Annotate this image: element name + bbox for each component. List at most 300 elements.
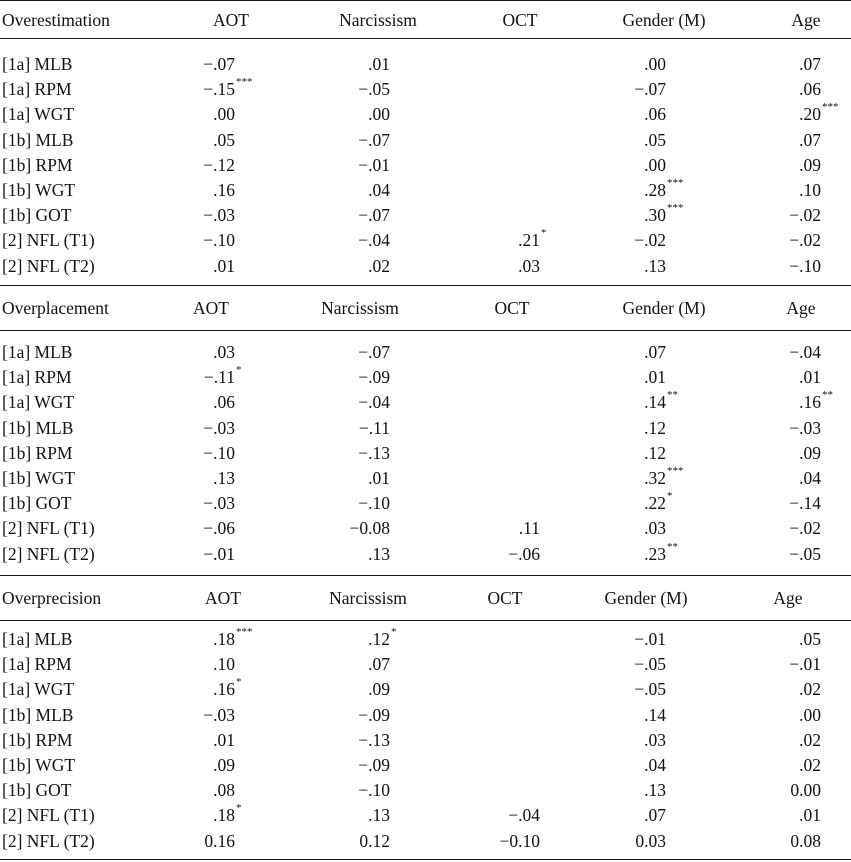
table-cell (508, 803, 540, 828)
cell-value: −.10 (789, 255, 821, 276)
row-label: [2] NFL (T2) (2, 255, 95, 276)
row-label: [1b] WGT (2, 180, 76, 200)
cell-value: −.03 (203, 493, 235, 514)
cell-value: .07 (799, 129, 821, 150)
table-cell (213, 102, 235, 127)
table-cell (789, 203, 821, 228)
significance-marker: * (541, 227, 547, 240)
table-row (0, 254, 851, 279)
table-cell (644, 102, 666, 127)
table-cell (213, 466, 235, 491)
significance-marker: * (667, 490, 673, 503)
table-row (0, 52, 851, 77)
table-cell (358, 778, 390, 803)
header-bottom-rule (0, 620, 851, 621)
section-header-row (0, 586, 851, 611)
table-cell (799, 441, 821, 466)
section-top-rule (0, 285, 851, 286)
row-label: [1b] GOT (2, 780, 72, 801)
cell-value: .05 (644, 129, 666, 150)
table-cell (644, 728, 666, 753)
table-cell (799, 178, 821, 203)
table-cell (213, 626, 253, 652)
cell-value: −0.08 (349, 518, 390, 539)
table-cell (213, 676, 242, 702)
row-label: [1b] WGT (2, 755, 76, 775)
table-cell (508, 542, 540, 567)
table-cell (789, 516, 821, 541)
cell-value: 0.08 (790, 830, 821, 851)
cell-value: .09 (213, 755, 235, 775)
row-label: [1b] MLB (2, 704, 74, 725)
table-cell (799, 728, 821, 753)
cell-value: −.11 (358, 417, 390, 438)
table-cell (358, 203, 390, 228)
table-cell (358, 703, 390, 728)
table-cell (359, 829, 390, 854)
table-cell (644, 128, 666, 153)
cell-value: .05 (799, 629, 821, 649)
table-cell (213, 254, 235, 279)
table-cell (368, 803, 390, 828)
cell-value: .01 (368, 468, 390, 488)
table-cell (789, 542, 821, 567)
column-header: Narcissism (321, 298, 399, 318)
row-label: [1a] RPM (2, 79, 72, 100)
table-row (0, 441, 851, 466)
row-label: [1b] RPM (2, 442, 73, 463)
table-cell (644, 490, 673, 516)
cell-value: .21 (518, 230, 540, 251)
cell-value: .18 (213, 629, 235, 649)
column-header: Gender (M) (622, 298, 706, 318)
table-row (0, 753, 851, 778)
cell-value: .14 (644, 392, 666, 413)
table-row (0, 416, 851, 441)
cell-value: −.04 (358, 392, 390, 413)
cell-value: −0.10 (499, 830, 540, 851)
table-cell (634, 228, 666, 253)
cell-value: .03 (644, 518, 666, 539)
table-cell (789, 652, 821, 677)
table-cell (519, 516, 540, 541)
cell-value: −.10 (203, 442, 235, 463)
table-cell (203, 76, 253, 102)
cell-value: .07 (644, 342, 666, 362)
cell-value: .02 (799, 729, 821, 750)
column-header: OCT (487, 588, 523, 608)
table-cell (644, 340, 666, 365)
cell-value: .02 (799, 755, 821, 775)
table-cell (358, 228, 390, 253)
table-cell (634, 627, 666, 652)
section-top-rule (0, 575, 851, 576)
table-row (0, 365, 851, 390)
cell-value: −.10 (358, 780, 390, 801)
table-cell (644, 540, 678, 567)
table-cell (213, 778, 235, 803)
table-cell (358, 77, 390, 102)
cell-value: .14 (644, 704, 666, 725)
cell-value: −.02 (789, 230, 821, 251)
cell-value: .28 (644, 180, 666, 200)
table-cell (368, 254, 390, 279)
table-cell (204, 829, 235, 854)
cell-value: −.03 (789, 417, 821, 438)
table-cell (644, 778, 666, 803)
table-cell (213, 128, 235, 153)
significance-marker: * (236, 364, 242, 377)
cell-value: .11 (518, 518, 540, 539)
cell-value: −.12 (203, 154, 235, 175)
table-row (0, 516, 851, 541)
cell-value: .00 (368, 104, 390, 125)
cell-value: −.05 (789, 543, 821, 564)
table-cell (789, 254, 821, 279)
table-cell (644, 177, 684, 203)
cell-value: −.07 (358, 129, 390, 150)
cell-value: −.15 (203, 79, 235, 100)
cell-value: −.01 (789, 654, 821, 675)
table-cell (789, 340, 821, 365)
table-cell (644, 516, 666, 541)
row-label: [1a] RPM (2, 654, 72, 675)
table-row (0, 390, 851, 415)
cell-value: 0.16 (204, 830, 235, 851)
cell-value: .30 (644, 205, 666, 226)
cell-value: −.03 (203, 417, 235, 438)
table-cell (518, 254, 540, 279)
table-cell (368, 178, 390, 203)
cell-value: −.01 (358, 154, 390, 175)
cell-value: −.04 (508, 805, 540, 826)
cell-value: .02 (799, 679, 821, 700)
table-cell (644, 365, 666, 390)
table-cell (213, 340, 235, 365)
cell-value: .23 (644, 543, 666, 564)
cell-value: .04 (799, 468, 821, 488)
row-label: [1a] WGT (2, 679, 75, 700)
table-cell (213, 753, 235, 778)
cell-value: −.02 (634, 230, 666, 251)
significance-marker: ** (667, 389, 678, 402)
table-cell (350, 516, 391, 541)
table-cell (359, 416, 390, 441)
table-cell (799, 153, 821, 178)
table-cell (799, 389, 833, 415)
cell-value: .01 (799, 367, 821, 388)
cell-value: −.03 (203, 205, 235, 226)
cell-value: .03 (518, 255, 540, 276)
row-label: [2] NFL (T1) (2, 805, 95, 826)
table-cell (213, 390, 235, 415)
significance-marker: ** (667, 540, 678, 553)
significance-marker: * (236, 802, 242, 815)
significance-marker: *** (667, 177, 684, 189)
table-cell (644, 703, 666, 728)
table-cell (644, 389, 678, 415)
cell-value: −.01 (634, 629, 666, 649)
cell-value: .09 (799, 442, 821, 463)
cell-value: −.10 (203, 230, 235, 251)
table-cell (358, 153, 390, 178)
table-cell (634, 77, 666, 102)
table-row (0, 491, 851, 516)
table-cell (358, 390, 390, 415)
column-header: AOT (193, 298, 229, 318)
table-cell (213, 178, 235, 203)
cell-value: .03 (644, 729, 666, 750)
table-cell (644, 254, 666, 279)
cell-value: .09 (368, 679, 390, 700)
row-label: [1b] RPM (2, 154, 73, 175)
table-cell (799, 365, 821, 390)
table-row (0, 627, 851, 652)
table-row (0, 102, 851, 127)
table-cell (789, 416, 821, 441)
row-label: [1a] WGT (2, 392, 75, 413)
cell-value: .06 (644, 104, 666, 125)
column-header: Narcissism (329, 588, 407, 608)
table-cell (644, 416, 666, 441)
cell-value: −.11 (203, 367, 235, 388)
row-label: [1b] RPM (2, 729, 73, 750)
table-cell (368, 626, 397, 652)
table-cell (213, 802, 242, 828)
table-cell (644, 153, 666, 178)
table-cell (644, 52, 666, 77)
cell-value: −.02 (789, 518, 821, 539)
cell-value: .09 (799, 154, 821, 175)
table-row (0, 128, 851, 153)
table-cell (213, 652, 235, 677)
cell-value: −.01 (203, 543, 235, 564)
row-label: [1a] MLB (2, 629, 73, 649)
cell-value: −.09 (358, 367, 390, 388)
cell-value: 0.12 (359, 830, 390, 851)
row-label: [1b] GOT (2, 493, 72, 514)
cell-value: .04 (368, 180, 390, 200)
cell-value: .13 (213, 468, 235, 488)
cell-value: .06 (799, 79, 821, 100)
table-cell (203, 203, 235, 228)
significance-marker: *** (236, 76, 253, 89)
table-row (0, 340, 851, 365)
cell-value: .08 (213, 780, 235, 801)
table-row (0, 803, 851, 828)
row-label: [2] NFL (T1) (2, 518, 95, 539)
significance-marker: *** (667, 465, 684, 477)
cell-value: −.10 (358, 493, 390, 514)
cell-value: .07 (368, 654, 390, 675)
cell-value: −.07 (358, 205, 390, 226)
table-cell (368, 652, 390, 677)
table-cell (790, 829, 821, 854)
cell-value: .02 (368, 255, 390, 276)
table-cell (635, 829, 666, 854)
cell-value: .01 (213, 255, 235, 276)
table-row (0, 703, 851, 728)
column-header: AOT (205, 588, 241, 608)
cell-value: −.13 (358, 442, 390, 463)
table-cell (644, 753, 666, 778)
cell-value: −.02 (789, 205, 821, 226)
table-row (0, 203, 851, 228)
table-cell (634, 677, 666, 702)
table-row (0, 677, 851, 702)
cell-value: .18 (213, 805, 235, 826)
cell-value: .16 (213, 180, 235, 200)
table-cell (799, 627, 821, 652)
row-label: [1a] RPM (2, 367, 72, 388)
significance-marker: *** (667, 202, 684, 215)
table-cell (644, 441, 666, 466)
column-header: Age (786, 298, 816, 318)
cell-value: −.09 (358, 704, 390, 725)
section-top-rule (0, 0, 851, 1)
table-cell (518, 227, 547, 253)
table-cell (799, 466, 821, 491)
section-title: Overestimation (2, 10, 110, 30)
section-header-row (0, 8, 851, 33)
cell-value: .07 (644, 805, 666, 826)
column-header: OCT (502, 10, 538, 30)
cell-value: .20 (799, 104, 821, 125)
cell-value: .10 (799, 180, 821, 200)
cell-value: −.05 (634, 679, 666, 700)
table-cell (789, 228, 821, 253)
table-cell (368, 102, 390, 127)
cell-value: .22 (644, 493, 666, 514)
table-row (0, 178, 851, 203)
cell-value: .13 (368, 805, 390, 826)
table-cell (358, 753, 390, 778)
row-label: [1a] WGT (2, 104, 75, 125)
table-cell (799, 128, 821, 153)
cell-value: .01 (799, 805, 821, 826)
table-row (0, 77, 851, 102)
cell-value: .12 (368, 629, 390, 649)
table-cell (368, 542, 390, 567)
column-header: Gender (M) (604, 588, 688, 608)
table-cell (203, 416, 235, 441)
cell-value: −.04 (358, 230, 390, 251)
cell-value: .12 (644, 417, 666, 438)
significance-marker: *** (236, 626, 253, 638)
table-cell (358, 340, 390, 365)
cell-value: .01 (644, 367, 666, 388)
table-cell (644, 202, 684, 228)
table-cell (213, 728, 235, 753)
cell-value: .04 (644, 755, 666, 775)
cell-value: −.05 (358, 79, 390, 100)
row-label: [2] NFL (T2) (2, 543, 95, 564)
column-header: Gender (M) (622, 10, 706, 30)
table-cell (368, 52, 390, 77)
cell-value: .01 (368, 54, 390, 74)
row-label: [1a] MLB (2, 342, 73, 362)
cell-value: .06 (213, 392, 235, 413)
cell-value: .00 (644, 154, 666, 175)
column-header: Age (791, 10, 821, 30)
table-bottom-rule (0, 859, 851, 860)
table-cell (203, 153, 235, 178)
row-label: [1b] GOT (2, 205, 72, 226)
cell-value: .16 (799, 392, 821, 413)
cell-value: −.14 (789, 493, 821, 514)
table-cell (789, 491, 821, 516)
table-cell (203, 441, 235, 466)
table-cell (799, 803, 821, 828)
table-cell (358, 441, 390, 466)
row-label: [1b] MLB (2, 129, 74, 150)
row-label: [2] NFL (T2) (2, 830, 95, 851)
cell-value: .03 (213, 342, 235, 362)
cell-value: .00 (644, 54, 666, 74)
cell-value: .32 (644, 468, 666, 488)
cell-value: .13 (368, 543, 390, 564)
cell-value: .07 (799, 54, 821, 74)
column-header: Narcissism (339, 10, 417, 30)
header-bottom-rule (0, 38, 851, 39)
section-title: Overplacement (2, 298, 109, 318)
table-cell (790, 778, 821, 803)
table-cell (500, 829, 541, 854)
cell-value: .16 (213, 679, 235, 700)
table-cell (799, 703, 821, 728)
significance-marker: ** (822, 389, 833, 402)
table-row (0, 153, 851, 178)
cell-value: −.07 (634, 79, 666, 100)
row-label: [1b] MLB (2, 417, 74, 438)
cell-value: .01 (213, 729, 235, 750)
column-header: OCT (494, 298, 530, 318)
cell-value: .00 (799, 704, 821, 725)
table-cell (644, 803, 666, 828)
header-bottom-rule (0, 330, 851, 331)
cell-value: −.06 (203, 518, 235, 539)
cell-value: −.06 (508, 543, 540, 564)
significance-marker: * (391, 626, 397, 638)
table-cell (203, 516, 235, 541)
cell-value: −.07 (358, 342, 390, 362)
table-cell (203, 52, 235, 77)
significance-marker: *** (822, 101, 839, 114)
table-cell (358, 365, 390, 390)
row-label: [1a] MLB (2, 54, 73, 74)
table-cell (799, 753, 821, 778)
table-cell (203, 703, 235, 728)
table-row (0, 829, 851, 854)
cell-value: .12 (644, 442, 666, 463)
cell-value: −.03 (203, 704, 235, 725)
table-cell (358, 728, 390, 753)
table-row (0, 228, 851, 253)
column-header: Age (773, 588, 803, 608)
cell-value: .00 (213, 104, 235, 125)
table-row (0, 652, 851, 677)
cell-value: .13 (644, 255, 666, 276)
row-label: [2] NFL (T1) (2, 230, 95, 251)
table-cell (368, 466, 390, 491)
table-cell (358, 128, 390, 153)
table-cell (799, 101, 839, 127)
table-cell (203, 491, 235, 516)
cell-value: −.04 (789, 342, 821, 362)
cell-value: .10 (213, 654, 235, 675)
section-title: Overprecision (2, 588, 102, 608)
table-cell (799, 77, 821, 102)
